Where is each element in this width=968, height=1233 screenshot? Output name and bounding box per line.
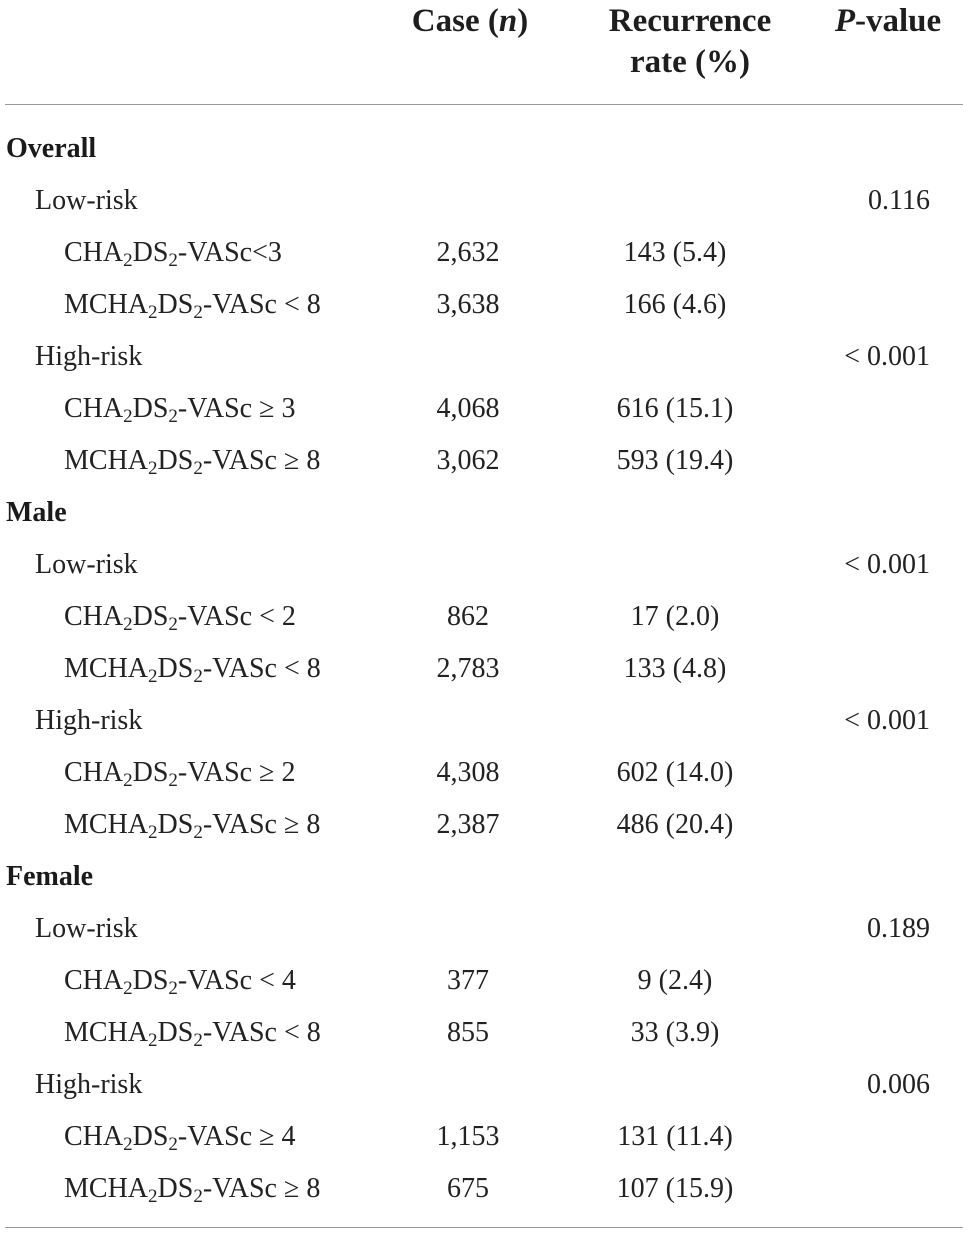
risk-row <box>0 175 968 227</box>
case-count: 4,308 <box>436 757 500 788</box>
case-count: 862 <box>447 601 489 632</box>
score-mid: DS <box>132 601 169 632</box>
recurrence-rate: 486 (20.4) <box>616 809 734 840</box>
score-mid: DS <box>157 1017 194 1048</box>
score-label <box>64 643 321 695</box>
score-label <box>64 1007 321 1059</box>
recurrence-rate: 107 (15.9) <box>616 1173 734 1204</box>
risk-label: Low-risk <box>35 185 138 216</box>
p-value: < 0.001 <box>844 705 930 736</box>
group-row <box>0 123 968 175</box>
risk-label: Low-risk <box>35 549 138 580</box>
score-prefix: CHA <box>64 393 124 424</box>
case-count: 2,632 <box>436 237 500 268</box>
score-prefix: CHA <box>64 1121 124 1152</box>
score-label <box>64 227 282 279</box>
recurrence-rate: 131 (11.4) <box>617 1121 733 1152</box>
subscript: 2 <box>193 1030 203 1051</box>
score-prefix: MCHA <box>64 653 149 684</box>
subscript: 2 <box>148 458 158 479</box>
score-label <box>64 955 296 1007</box>
header-p-value: P-value <box>834 3 942 39</box>
subscript: 2 <box>168 614 178 635</box>
table-row <box>0 799 968 851</box>
score-suffix: -VASc ≥ 8 <box>202 1173 321 1204</box>
header-rule <box>5 104 963 105</box>
score-mid: DS <box>132 757 169 788</box>
recurrence-rate: 33 (3.9) <box>630 1017 720 1048</box>
table-row <box>0 747 968 799</box>
risk-row <box>0 695 968 747</box>
table-row <box>0 383 968 435</box>
recurrence-rate: 593 (19.4) <box>616 445 734 476</box>
p-value: 0.006 <box>867 1069 930 1100</box>
table-row <box>0 643 968 695</box>
table-row <box>0 1007 968 1059</box>
table-row <box>0 435 968 487</box>
score-mid: DS <box>157 445 194 476</box>
subscript: 2 <box>123 250 133 271</box>
subscript: 2 <box>148 302 158 323</box>
score-suffix: -VASc ≥ 8 <box>202 809 321 840</box>
subscript: 2 <box>168 978 178 999</box>
risk-label: Low-risk <box>35 913 138 944</box>
p-value: 0.116 <box>868 185 930 216</box>
table-row <box>0 1163 968 1215</box>
score-prefix: CHA <box>64 757 124 788</box>
case-count: 855 <box>447 1017 489 1048</box>
score-mid: DS <box>157 1173 194 1204</box>
score-suffix: -VASc ≥ 3 <box>177 393 296 424</box>
score-suffix: -VASc < 2 <box>177 601 296 632</box>
risk-label: High-risk <box>35 705 143 736</box>
recurrence-rate: 133 (4.8) <box>623 653 727 684</box>
score-label <box>64 799 320 851</box>
subscript: 2 <box>168 770 178 791</box>
score-suffix: -VASc ≥ 4 <box>177 1121 296 1152</box>
subscript: 2 <box>193 1186 203 1207</box>
risk-row <box>0 331 968 383</box>
score-prefix: MCHA <box>64 289 149 320</box>
score-prefix: MCHA <box>64 809 149 840</box>
recurrence-rate: 9 (2.4) <box>637 965 713 996</box>
score-suffix: -VASc < 4 <box>177 965 296 996</box>
case-count: 675 <box>447 1173 489 1204</box>
recurrence-rate: 166 (4.6) <box>623 289 727 320</box>
group-row <box>0 487 968 539</box>
table-row <box>0 279 968 331</box>
group-label: Male <box>6 497 67 528</box>
score-mid: DS <box>157 809 194 840</box>
score-label <box>64 279 321 331</box>
subscript: 2 <box>123 770 133 791</box>
case-count: 2,387 <box>436 809 500 840</box>
recurrence-rate: 17 (2.0) <box>630 601 720 632</box>
subscript: 2 <box>123 978 133 999</box>
recurrence-rate: 616 (15.1) <box>616 393 734 424</box>
score-mid: DS <box>157 653 194 684</box>
score-mid: DS <box>132 965 169 996</box>
subscript: 2 <box>168 250 178 271</box>
score-prefix: MCHA <box>64 1017 149 1048</box>
subscript: 2 <box>123 614 133 635</box>
subscript: 2 <box>148 822 158 843</box>
score-suffix: -VASc ≥ 2 <box>177 757 296 788</box>
score-suffix: -VASc<3 <box>177 237 282 268</box>
score-mid: DS <box>157 289 194 320</box>
table-row <box>0 591 968 643</box>
recurrence-rate: 143 (5.4) <box>623 237 727 268</box>
score-prefix: CHA <box>64 601 124 632</box>
case-count: 1,153 <box>436 1121 500 1152</box>
p-value: < 0.001 <box>844 341 930 372</box>
table-row <box>0 1111 968 1163</box>
subscript: 2 <box>193 822 203 843</box>
subscript: 2 <box>193 666 203 687</box>
table-row <box>0 955 968 1007</box>
score-suffix: -VASc < 8 <box>202 1017 321 1048</box>
case-count: 4,068 <box>436 393 500 424</box>
score-mid: DS <box>132 237 169 268</box>
score-prefix: MCHA <box>64 1173 149 1204</box>
table-header <box>0 0 968 104</box>
table-body <box>0 123 968 1215</box>
header-case: Case (n) <box>411 3 529 39</box>
score-label <box>64 383 295 435</box>
risk-label: High-risk <box>35 341 143 372</box>
score-label <box>64 1163 320 1215</box>
subscript: 2 <box>148 1186 158 1207</box>
score-mid: DS <box>132 1121 169 1152</box>
subscript: 2 <box>123 1134 133 1155</box>
score-label <box>64 591 296 643</box>
score-prefix: CHA <box>64 965 124 996</box>
case-count: 3,638 <box>436 289 500 320</box>
score-prefix: CHA <box>64 237 124 268</box>
footer-rule <box>5 1227 963 1228</box>
risk-row <box>0 903 968 955</box>
p-value: < 0.001 <box>844 549 930 580</box>
case-count: 3,062 <box>436 445 500 476</box>
score-suffix: -VASc < 8 <box>202 653 321 684</box>
subscript: 2 <box>168 1134 178 1155</box>
group-row <box>0 851 968 903</box>
case-count: 377 <box>447 965 489 996</box>
p-value: 0.189 <box>867 913 930 944</box>
table-row <box>0 227 968 279</box>
group-label: Overall <box>6 133 97 164</box>
score-label <box>64 1111 295 1163</box>
header-recurrence-rate: Recurrence rate (%) <box>608 3 772 80</box>
risk-row <box>0 539 968 591</box>
group-label: Female <box>6 861 94 892</box>
score-label <box>64 747 295 799</box>
recurrence-rate: 602 (14.0) <box>616 757 734 788</box>
risk-label: High-risk <box>35 1069 143 1100</box>
score-suffix: -VASc ≥ 8 <box>202 445 321 476</box>
subscript: 2 <box>123 406 133 427</box>
subscript: 2 <box>148 666 158 687</box>
score-prefix: MCHA <box>64 445 149 476</box>
subscript: 2 <box>193 302 203 323</box>
subscript: 2 <box>148 1030 158 1051</box>
score-mid: DS <box>132 393 169 424</box>
subscript: 2 <box>193 458 203 479</box>
subscript: 2 <box>168 406 178 427</box>
score-label <box>64 435 320 487</box>
risk-row <box>0 1059 968 1111</box>
case-count: 2,783 <box>436 653 500 684</box>
score-suffix: -VASc < 8 <box>202 289 321 320</box>
